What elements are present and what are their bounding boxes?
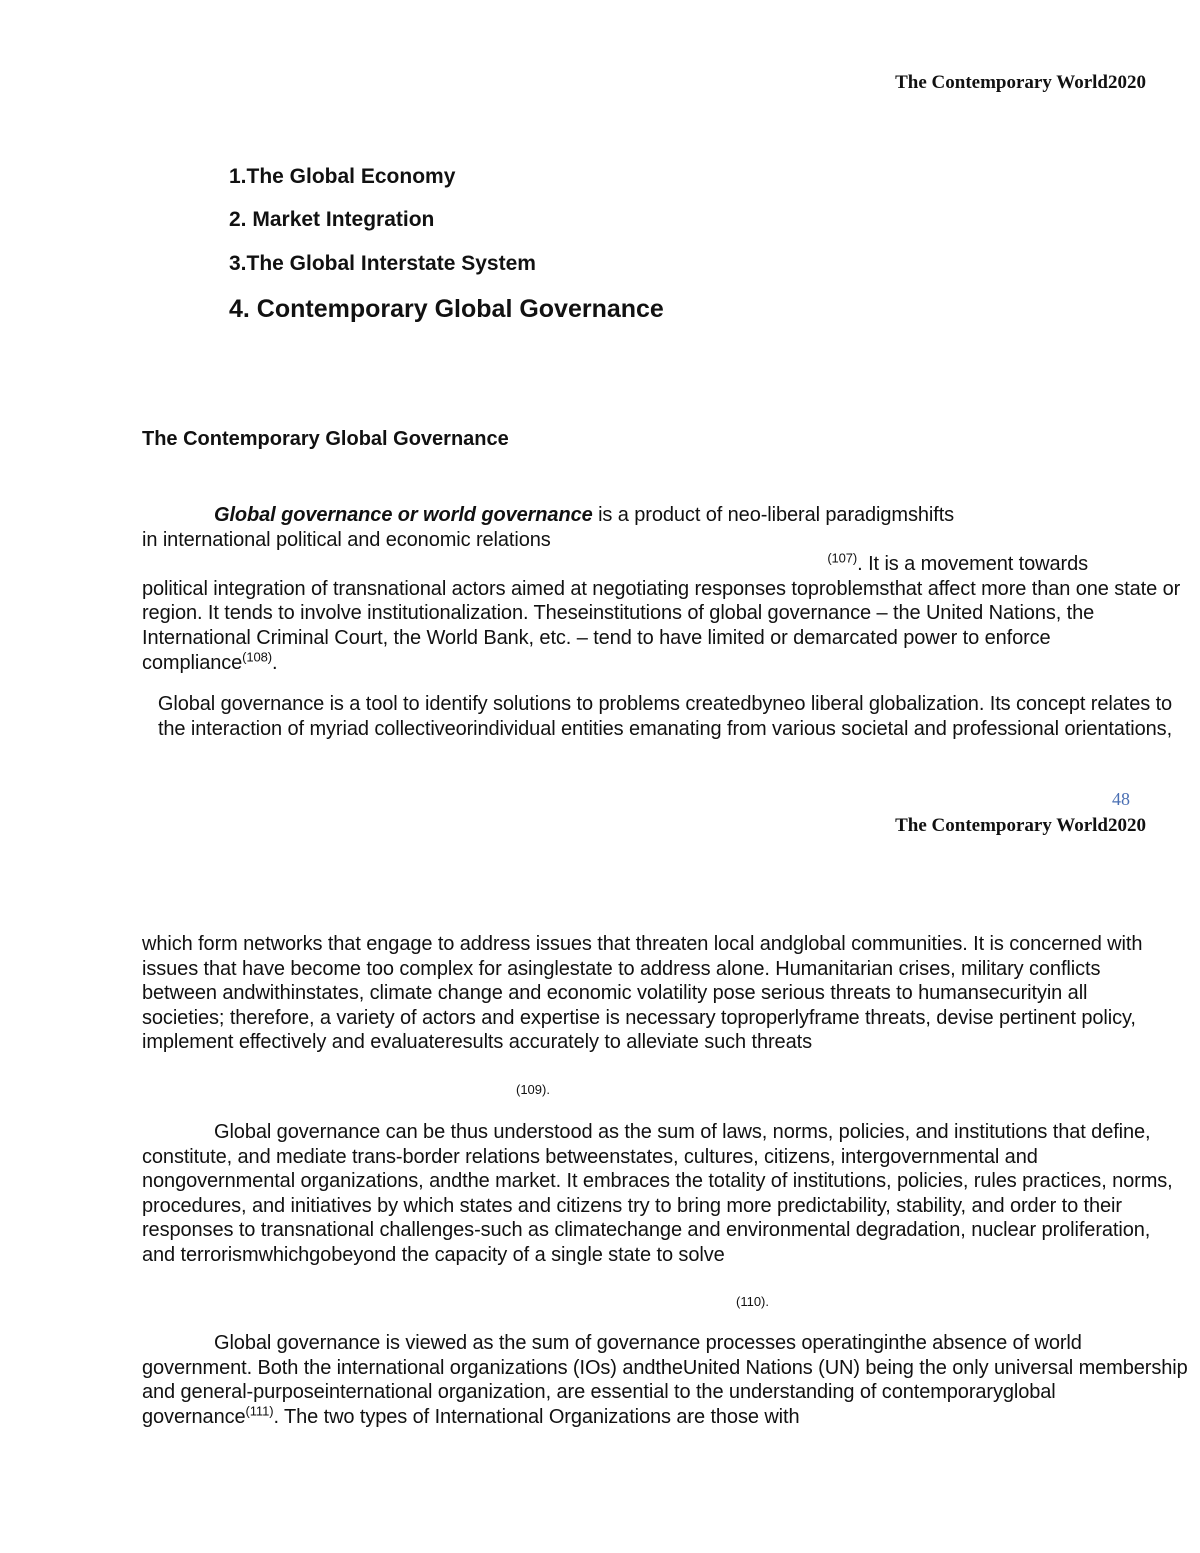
paragraph-body: political integration of transnational actors aimed at negotiating responses toproblemsthat affect more than one state or region. It tends to involve institutionalization. Theseinstitutions of global governance – the United Nations, the International Criminal Court, the World Bank, etc. – tend to have limited or demarcated power to enforce compliance xyxy=(142,577,1181,674)
citation-107: (107) xyxy=(827,550,858,566)
paragraph-tool: Global governance is a tool to identify solutions to problems createdbyneo liberal globalization. Its concept relates to the interaction of myriad collectiveorindividual entities emanating from various societal and professional orientations, xyxy=(157,693,1173,740)
page-number: 48 xyxy=(1112,789,1130,809)
toc-item-3: 3.The Global Interstate System xyxy=(229,252,536,275)
page-header: The Contemporary World2020 xyxy=(895,72,1146,93)
citation-108: (108) xyxy=(242,648,273,664)
citation-111: (111) xyxy=(245,1403,274,1419)
toc-item-4: 4. Contemporary Global Governance xyxy=(229,295,664,323)
line-2: in international political and economic relations xyxy=(142,528,551,551)
paragraph-networks: which form networks that engage to address issues that threaten local andglobal communities. It is concerned with issues that have become too complex for asinglestate to address alone. Humanitarian crises, military conflicts between andwithinstates, climate change and economic volatility pose serious threats to humansecurityin all societies; therefore, a variety of actors and expertise is necessary toproperlyframe threats, devise pertinent policy, implement effectively and evaluateresults accurately to alleviate such threats xyxy=(142,933,1143,1054)
section-title: The Contemporary Global Governance xyxy=(142,428,509,450)
toc-item-1: 1.The Global Economy xyxy=(229,165,456,188)
toc-item-2: 2. Market Integration xyxy=(229,208,435,231)
lead-term: Global governance or world governance xyxy=(214,504,593,526)
citation-110: (110). xyxy=(736,1294,770,1309)
paragraph-governance-processes: Global governance is viewed as the sum of governance processes operatinginthe absence of world government. Both the international organizations (IOs) andtheUnited Nations (UN) being the only universal membership and general-purposeinternational organization, are essential to the understanding of contemporaryglobal governance$^{(111)}$. The two types of International Organizations are those with xyxy=(142,1332,1188,1428)
paragraph-sum-of-laws: Global governance can be thus understood as the sum of laws, norms, policies, and institutions that define, constitute, and mediate trans-border relations betweenstates, cultures, citizens, intergovernmental and nongovernmental organizations, andthe market. It embraces the totality of institutions, policies, rules practices, norms, procedures, and initiatives by which states and citizens try to bring more predictability, stability, and order to their responses to transnational challenges-such as climatechange and environmental degradation, nuclear proliferation, and terrorismwhichgobeyond the capacity of a single state to solve xyxy=(142,1121,1173,1266)
citation-109: (109). xyxy=(516,1082,550,1097)
paragraph-global-governance-intro: Global governance or world governance is a product of neo-liberal paradigmshifts in international political and economic relations $^{(107)}$. It is a movement towards political integration of transnational actors aimed at negotiating responses toproblemsthat affect more than one state or region. It tends to involve institutionalization. Theseinstitutions of global governance – the United Nations, the International Criminal Court, the World Bank, etc. – tend to have limited or demarcated power to enforce compliance$^{(108)}$. xyxy=(142,503,1188,675)
page-header-2: The Contemporary World2020 xyxy=(895,815,1146,836)
citation-line: $^{(107)}$. It is a movement towards xyxy=(827,550,1088,576)
